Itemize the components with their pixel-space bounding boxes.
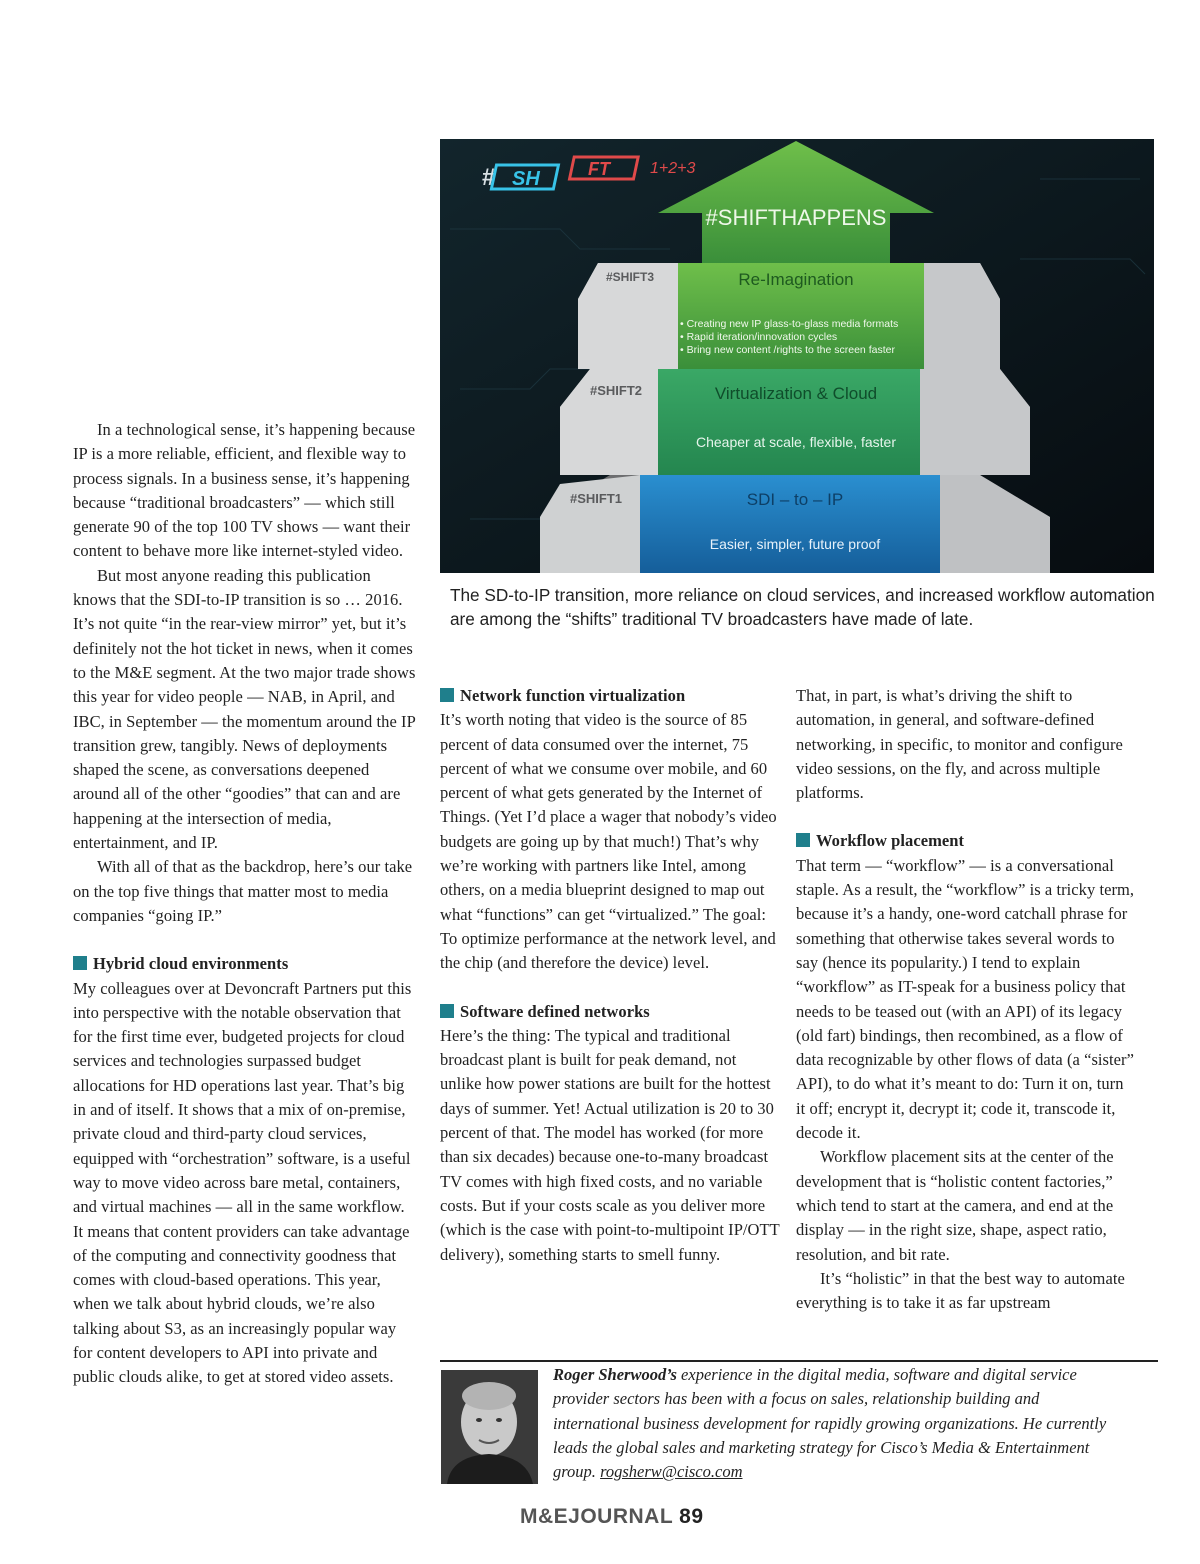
- svg-text:• Bring new content /rights to: • Bring new content /rights to the screen faster: [680, 344, 895, 356]
- section-heading: [796, 829, 1136, 853]
- shift-happens-figure: [440, 139, 1154, 573]
- section-heading-text: Hybrid cloud environments: [93, 954, 289, 974]
- section-heading: [73, 952, 418, 976]
- section-heading: [440, 1000, 780, 1024]
- paragraph: In a technological sense, it’s happening because IP is a more reliable, efficient, and flexible way to process signals. In a business sense, it’s happening because “traditional broadcasters” — which still generate 90 of the top 100 TV shows — want their content to behave more like internet-styled video.: [73, 420, 416, 561]
- logo-sh: SH: [512, 168, 540, 190]
- section-heading: [440, 684, 780, 708]
- author-bio-text: experience in the digital media, software and digital service provider sectors has been with a focus on sales, relationship building and international business development for rapidly growing organizations. He currently leads the global sales and marketing strategy for Cisco’s Media & Entertainment group.: [553, 1365, 1107, 1482]
- author-name: Roger Sherwood’s: [553, 1365, 677, 1384]
- step1-tag: #SHIFT1: [570, 491, 623, 506]
- logo-nums: 1+2+3: [650, 160, 696, 177]
- journal-name: M&EJOURNAL: [520, 1505, 673, 1528]
- step2-subtitle: Cheaper at scale, flexible, faster: [696, 434, 896, 450]
- step2-tag: #SHIFT2: [590, 383, 643, 398]
- paragraph: That term — “workflow” — is a conversational staple. As a result, the “workflow” is a tricky term, because it’s a handy, one-word catchall phrase for something that otherwise takes several words to say (hence its popularity.) I tend to explain “workflow” as IT-speak for a business policy that needs to be teased out (with an API) of its legacy (old fart) bindings, then recombined, as a flow of data recognizable by other flows of data (a “sister” API), to do what it’s meant to do: Turn it on, turn it off; encrypt it, decrypt it; code it, transcode it, decode it.: [796, 855, 1135, 1143]
- paragraph: Workflow placement sits at the center of the development that is “holistic content factories,” which tend to start at the camera, and end at the display — in the right size, shape, aspect ratio, resolution, and bit rate.: [796, 1147, 1114, 1264]
- square-bullet-icon: [440, 1004, 454, 1018]
- page-number: 89: [679, 1505, 704, 1528]
- author-photo: [441, 1370, 538, 1484]
- page-footer: [520, 1505, 704, 1529]
- svg-text:• Creating new IP glass-to-gla: • Creating new IP glass-to-glass media formats: [680, 318, 899, 330]
- paragraph: It’s worth noting that video is the source of 85 percent of data consumed over the internet, 75 percent of what we consume over mobile, and 60 percent of what gets generated by the Internet of Things. (Yet I’d place a wager that nobody’s video budgets are going up by that much!) That’s why we’re working with partners like Intel, among others, on a media blueprint designed to map out what “functions” can get “virtualized.” The goal: To optimize performance at the network level, and the chip (and therefore the device) level.: [440, 710, 777, 973]
- shift-stairs-diagram: [440, 139, 1154, 573]
- logo-ft: FT: [588, 159, 610, 179]
- step3-bullet-3: Bring new content /rights to the screen faster: [686, 344, 895, 356]
- author-box: [440, 1360, 1158, 1486]
- column-3: [796, 684, 1136, 1315]
- square-bullet-icon: [796, 833, 810, 847]
- paragraph: With all of that as the backdrop, here’s our take on the top five things that matter most to media companies “going IP.”: [73, 857, 413, 925]
- step3-bullet-1: Creating new IP glass-to-glass media formats: [686, 318, 899, 330]
- arrow-label: #SHIFTHAPPENS: [705, 205, 887, 230]
- paragraph: My colleagues over at Devoncraft Partners put this into perspective with the notable observation that for the first time ever, budgeted projects for cloud services and technologies surpassed budget allocations for HD operations last year. That’s big in and of itself. It shows that a mix of on-premise, private cloud and third-party cloud services, equipped with “orchestration” software, is a useful way to move video across bare metal, containers, and virtual machines — all in the same workflow. It means that content providers can take advantage of the computing and connectivity goodness that comes with cloud-based operations. This year, when we talk about hybrid clouds, we’re also talking about S3, as an increasingly popular way for content developers to API into private and public clouds alike, to get at stored video assets.: [73, 978, 412, 1387]
- step1-subtitle: Easier, simpler, future proof: [709, 536, 881, 552]
- section-heading-text: Workflow placement: [816, 831, 965, 851]
- square-bullet-icon: [73, 956, 87, 970]
- figure-caption: The SD-to-IP transition, more reliance on cloud services, and increased workflow automation are among the “shifts” traditional TV broadcasters have made of late.: [450, 585, 1155, 629]
- paragraph: It’s “holistic” in that the best way to automate everything is to take it as far upstream: [796, 1268, 1125, 1313]
- square-bullet-icon: [440, 688, 454, 702]
- section-heading-text: Software defined networks: [460, 1001, 650, 1021]
- column-2: [440, 684, 780, 1267]
- step3-bullet-2: Rapid iteration/innovation cycles: [686, 331, 838, 343]
- section-heading-text: Network function virtualization: [460, 686, 686, 705]
- svg-text:• Rapid iteration/innovation c: • Rapid iteration/innovation cycles: [680, 331, 838, 343]
- step3-tag: #SHIFT3: [606, 270, 655, 284]
- paragraph: Here’s the thing: The typical and traditional broadcast plant is built for peak demand, not unlike how power stations are built for the hottest days of summer. Yet! Actual utilization is 20 to 30 percent of that. The model has worked (for more than six decades) because one-to-many broadcast TV comes with high fixed costs, and no variable costs. But if your costs scale as you deliver more (which is the case with point-to-multipoint IP/OTT delivery), something starts to smell funny.: [440, 1025, 780, 1264]
- paragraph: But most anyone reading this publication knows that the SDI-to-IP transition is so … 2016. It’s not quite “in the rear-view mirror” yet, but it’s definitely not the hot ticket in news, when it comes to the M&E segment. At the two major trade shows this year for video people — NAB, in April, and IBC, in September — the momentum around the IP transition grew, tangibly. News of deployments shaped the scene, as conversations deepened around all of the other “goodies” that can and are happening at the intersection of media, entertainment, and IP.: [73, 565, 416, 853]
- logo-hash: #: [482, 164, 496, 191]
- column-1: [73, 418, 418, 1390]
- step2-title: Virtualization & Cloud: [714, 384, 878, 403]
- paragraph: That, in part, is what’s driving the shift to automation, in general, and software-defined networking, in specific, to monitor and configure video sessions, on the fly, and across multiple platforms.: [796, 686, 1123, 803]
- author-email-link[interactable]: rogsherw@cisco.com: [600, 1462, 743, 1482]
- author-bio: [553, 1363, 1113, 1484]
- step1-title: SDI – to – IP: [746, 490, 844, 509]
- step3-title: Re-Imagination: [738, 270, 854, 289]
